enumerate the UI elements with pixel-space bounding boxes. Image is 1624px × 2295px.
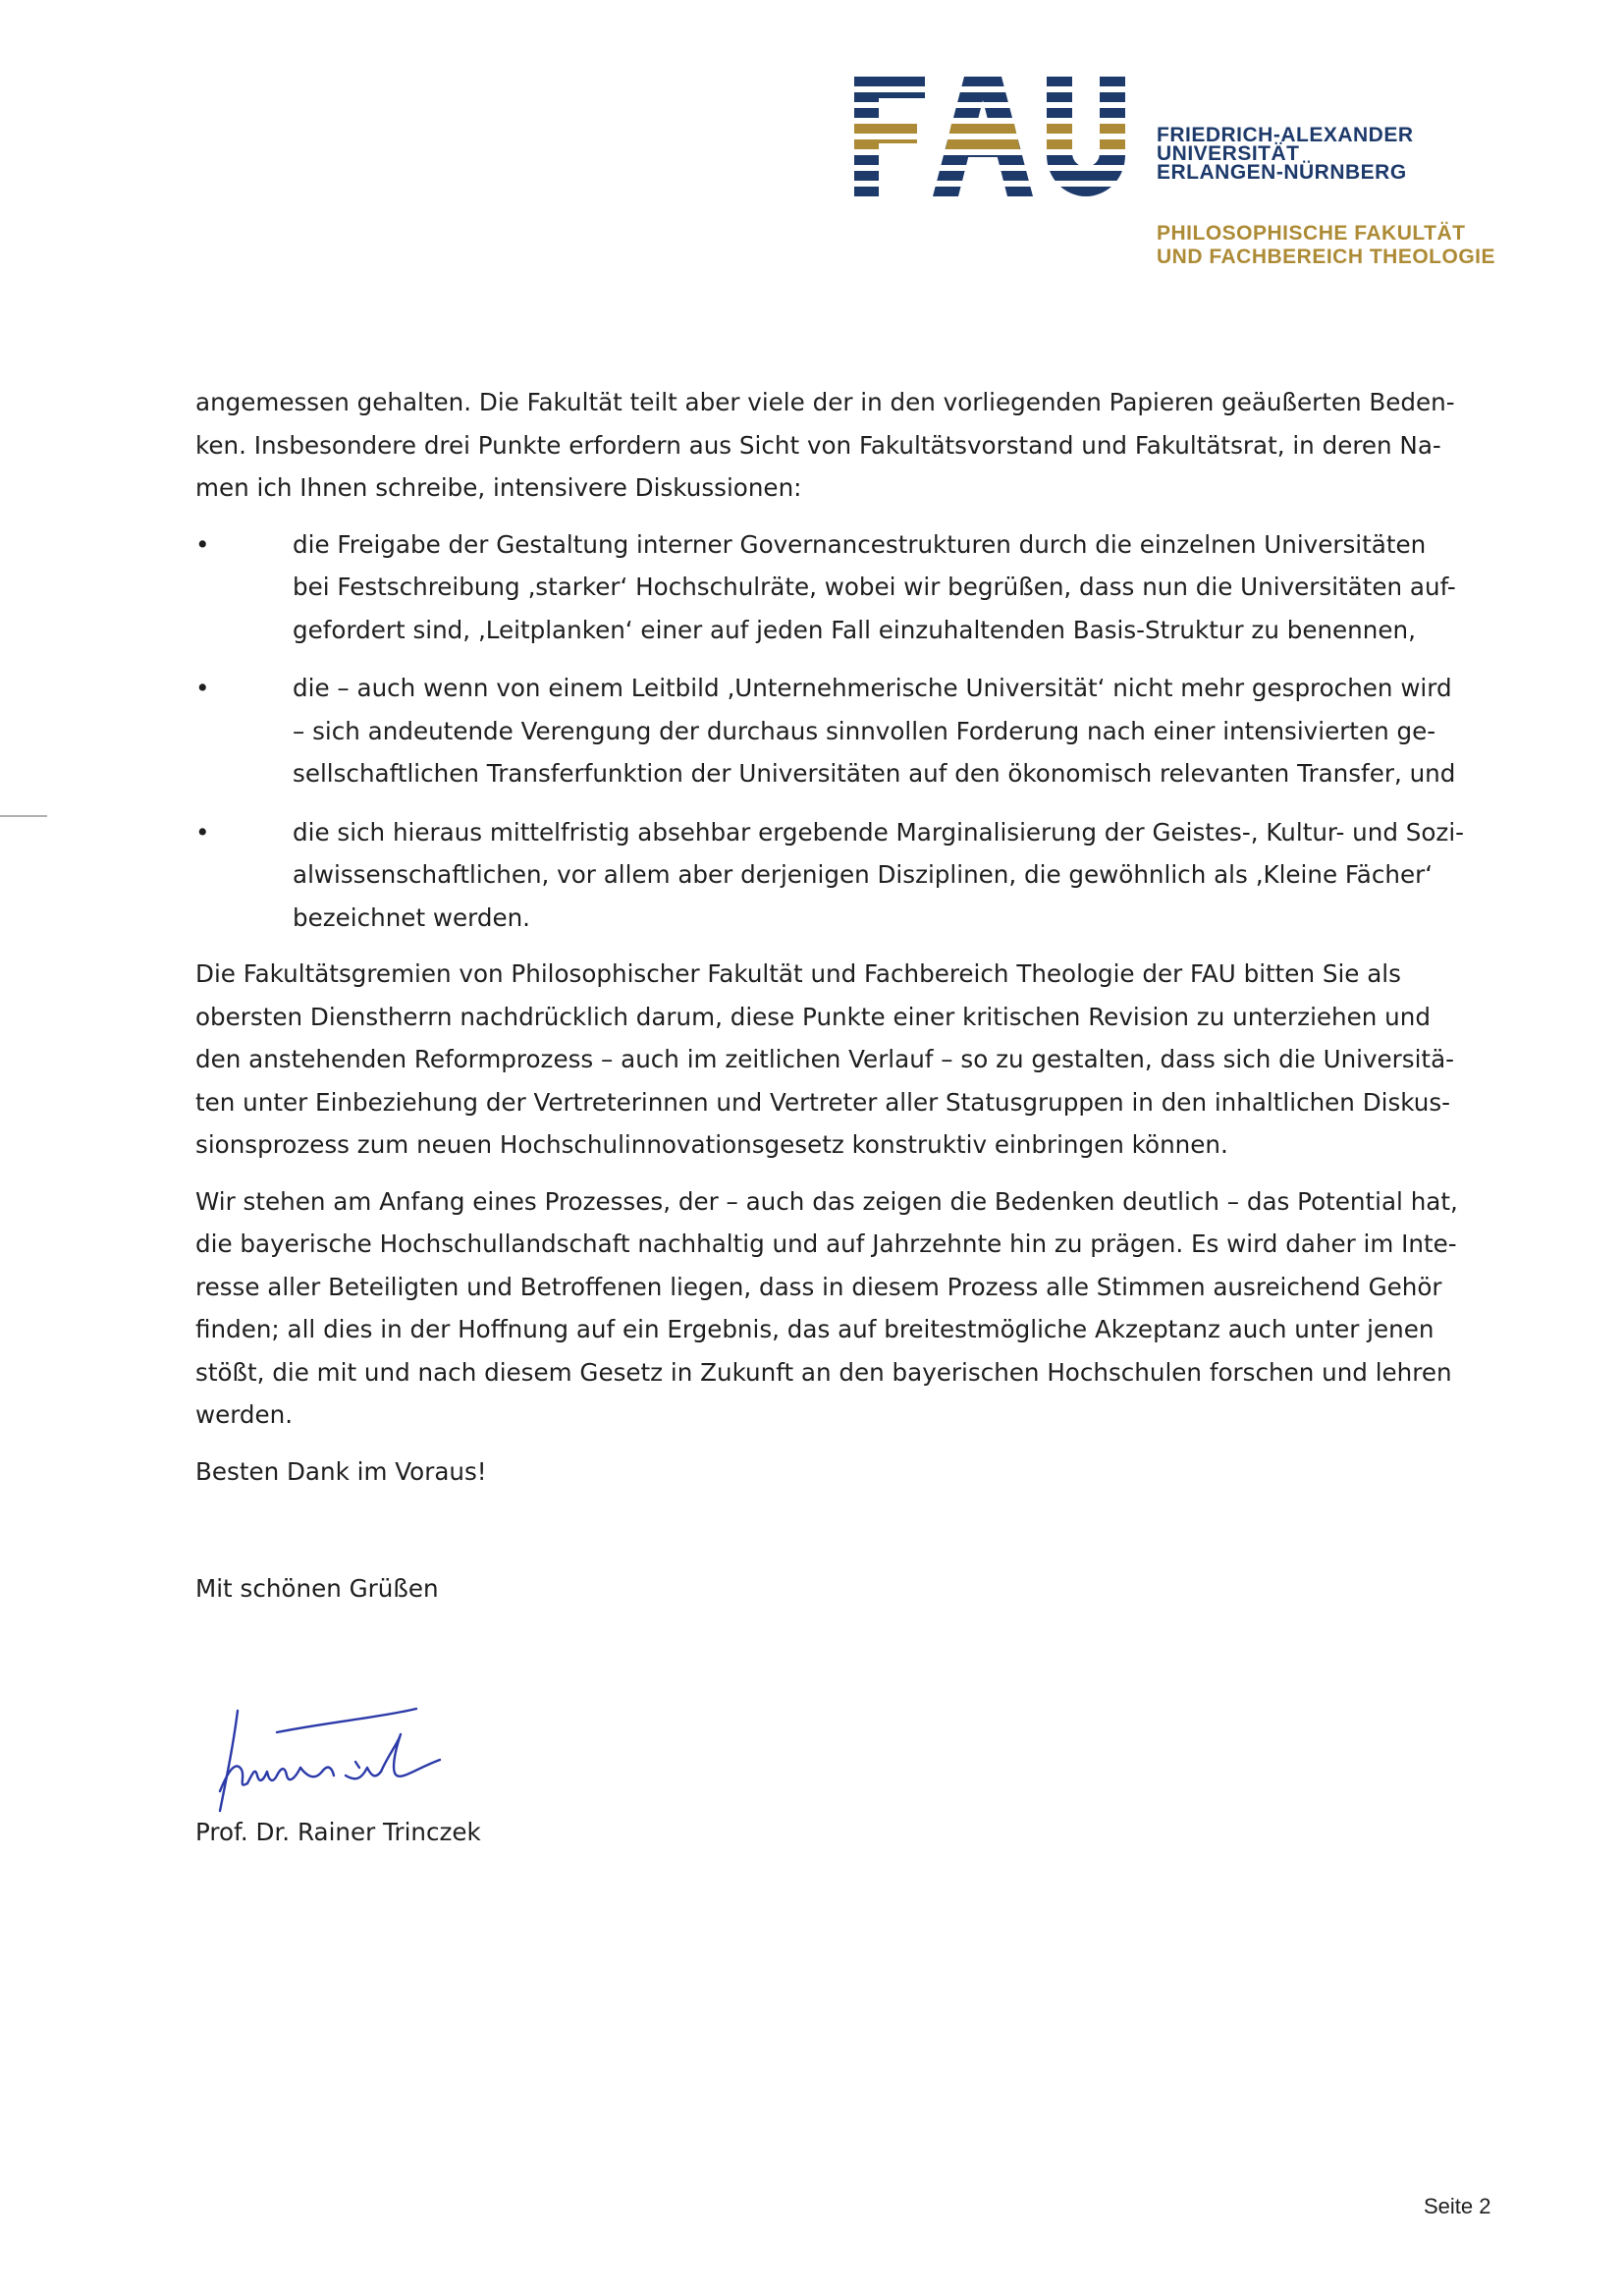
faculty-name-line: UND FACHBEREICH THEOLOGIE bbox=[1157, 246, 1496, 268]
text-line: angemessen gehalten. Die Fakultät teilt aber viele der in den vorliegenden Papieren geäußerten Beden- bbox=[195, 388, 1455, 416]
text-line: sellschaftlichen Transferfunktion der Universitäten auf den ökonomisch relevanten Transfer, und bbox=[293, 759, 1456, 788]
text-line: sionsprozess zum neuen Hochschulinnovationsgesetz konstruktiv einbringen können. bbox=[195, 1130, 1228, 1159]
signatory-name: Prof. Dr. Rainer Trinczek bbox=[195, 1817, 481, 1846]
faculty-name-line: PHILOSOPHISCHE FAKULTÄT bbox=[1157, 222, 1466, 245]
university-name-line: FRIEDRICH-ALEXANDER bbox=[1157, 124, 1414, 146]
text-line: die sich hieraus mittelfristig absehbar ergebende Marginalisierung der Geistes-, Kultur- und Sozi- bbox=[293, 817, 1465, 847]
page-number: Seite 2 bbox=[1424, 2194, 1491, 2218]
text-line: Die Fakultätsgremien von Philosophischer Fakultät und Fachbereich Theologie der FAU bitten Sie als bbox=[195, 959, 1401, 988]
text-line: men ich Ihnen schreibe, intensivere Diskussionen: bbox=[195, 473, 802, 502]
letter-body bbox=[195, 381, 1482, 1853]
closing-line: Mit schönen Grüßen bbox=[195, 1574, 439, 1603]
thanks-line: Besten Dank im Voraus! bbox=[195, 1456, 487, 1486]
signature-image bbox=[208, 1673, 493, 1821]
text-line: werden. bbox=[195, 1400, 294, 1429]
university-name bbox=[1157, 126, 1579, 182]
bullet-icon: • bbox=[195, 674, 210, 702]
text-line: stößt, die mit und nach diesem Gesetz in Zukunft an den bayerischen Hochschulen forschen und lehren bbox=[195, 1357, 1452, 1387]
text-line: bei Festschreibung ‚starker‘ Hochschulräte, wobei wir begrüßen, dass nun die Universitäten auf- bbox=[293, 573, 1456, 601]
text-line: bezeichnet werden. bbox=[293, 902, 530, 932]
outlook-paragraph bbox=[195, 1180, 1482, 1437]
text-line: obersten Dienstherrn nachdrücklich darum, diese Punkte einer kritischen Revision zu unterziehen und bbox=[195, 1002, 1431, 1031]
text-line: – sich andeutende Verengung der durchaus sinnvollen Forderung nach einer intensivierten ge- bbox=[293, 716, 1436, 745]
university-name-line: ERLANGEN-NÜRNBERG bbox=[1157, 161, 1407, 184]
bullet-item bbox=[195, 811, 1482, 940]
bullet-icon: • bbox=[195, 529, 210, 559]
text-line: resse aller Beteiligten und Betroffenen liegen, dass in diesem Prozess alle Stimmen ausreichend Gehör bbox=[195, 1272, 1442, 1301]
text-line: die bayerische Hochschullandschaft nachhaltig und auf Jahrzehnte hin zu prägen. Es wird daher im Inte- bbox=[195, 1229, 1457, 1258]
faculty-name bbox=[1157, 222, 1589, 269]
intro-paragraph bbox=[195, 381, 1482, 510]
bullet-icon: • bbox=[195, 817, 210, 847]
text-line: die Freigabe der Gestaltung interner Governancestrukturen durch die einzelnen Universitäten bbox=[293, 529, 1427, 559]
text-line: finden; all dies in der Hoffnung auf ein Ergebnis, das auf breitestmögliche Akzeptanz auch unter jenen bbox=[195, 1315, 1435, 1343]
text-line: ten unter Einbeziehung der Vertreterinnen und Vertreter aller Statusgruppen in den inhaltlichen Diskus- bbox=[195, 1087, 1451, 1117]
request-paragraph bbox=[195, 953, 1482, 1167]
text-line: die – auch wenn von einem Leitbild ‚Unternehmerische Universität‘ nicht mehr gesprochen wird bbox=[293, 674, 1452, 702]
university-name-line: UNIVERSITÄT bbox=[1157, 142, 1300, 165]
fau-logo bbox=[854, 77, 1129, 196]
text-line: ken. Insbesondere drei Punkte erfordern aus Sicht von Fakultätsvorstand und Fakultätsrat, in deren Na- bbox=[195, 430, 1441, 460]
text-line: den anstehenden Reformprozess – auch im zeitlichen Verlauf – so zu gestalten, dass sich die Universitä- bbox=[195, 1045, 1455, 1073]
bullet-item bbox=[195, 667, 1482, 795]
text-line: alwissenschaftlichen, vor allem aber derjenigen Disziplinen, die gewöhnlich als ‚Kleine Fächer‘ bbox=[293, 860, 1434, 889]
fold-mark bbox=[0, 815, 47, 817]
bullet-item bbox=[195, 523, 1482, 652]
text-line: Wir stehen am Anfang eines Prozesses, der – auch das zeigen die Bedenken deutlich – das Potential hat, bbox=[195, 1186, 1458, 1216]
text-line: gefordert sind, ‚Leitplanken‘ einer auf jeden Fall einzuhaltenden Basis-Struktur zu benennen, bbox=[293, 615, 1416, 644]
